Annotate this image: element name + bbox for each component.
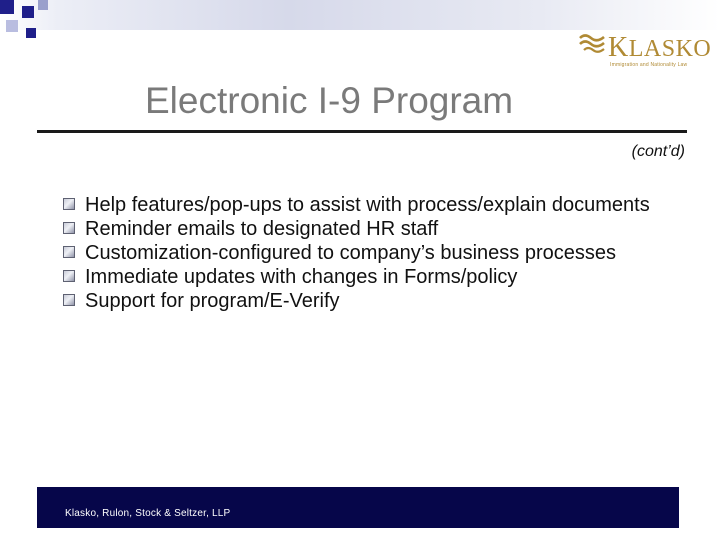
footer-bar	[37, 487, 679, 528]
decor-square	[0, 0, 14, 14]
list-item	[62, 193, 662, 217]
logo-name-rest: LASKO	[628, 36, 712, 62]
logo-wordmark	[608, 32, 711, 64]
list-item	[62, 241, 662, 265]
checkbox-square-icon	[63, 222, 75, 234]
decor-square	[22, 6, 34, 18]
decor-square	[6, 20, 18, 32]
logo-tagline: Immigration and Nationality Law	[610, 62, 688, 68]
checkbox-square-icon	[63, 270, 75, 282]
decor-square	[26, 28, 36, 38]
footer-text: Klasko, Rulon, Stock & Seltzer, LLP	[65, 508, 231, 519]
list-item	[62, 289, 662, 313]
wave-logo-icon	[578, 32, 606, 54]
slide-title: Electronic I-9 Program	[145, 80, 514, 121]
title-divider	[37, 130, 687, 133]
list-item	[62, 217, 662, 241]
bullet-text: Support for program/E-Verify	[85, 290, 340, 312]
decor-square	[38, 0, 48, 10]
checkbox-square-icon	[63, 198, 75, 210]
slide-subtitle: (cont’d)	[631, 143, 685, 160]
checkbox-square-icon	[63, 246, 75, 258]
bullet-text: Help features/pop-ups to assist with process/explain documents	[85, 194, 650, 216]
bullet-text: Customization-configured to company’s business processes	[85, 242, 617, 264]
bullet-text: Reminder emails to designated HR staff	[85, 218, 439, 240]
list-item	[62, 265, 662, 289]
logo-initial: K	[608, 32, 629, 63]
top-gradient-band	[0, 0, 720, 30]
bullet-text: Immediate updates with changes in Forms/policy	[85, 266, 518, 288]
klasko-logo	[578, 30, 710, 76]
checkbox-square-icon	[63, 294, 75, 306]
bullet-list	[62, 193, 662, 313]
